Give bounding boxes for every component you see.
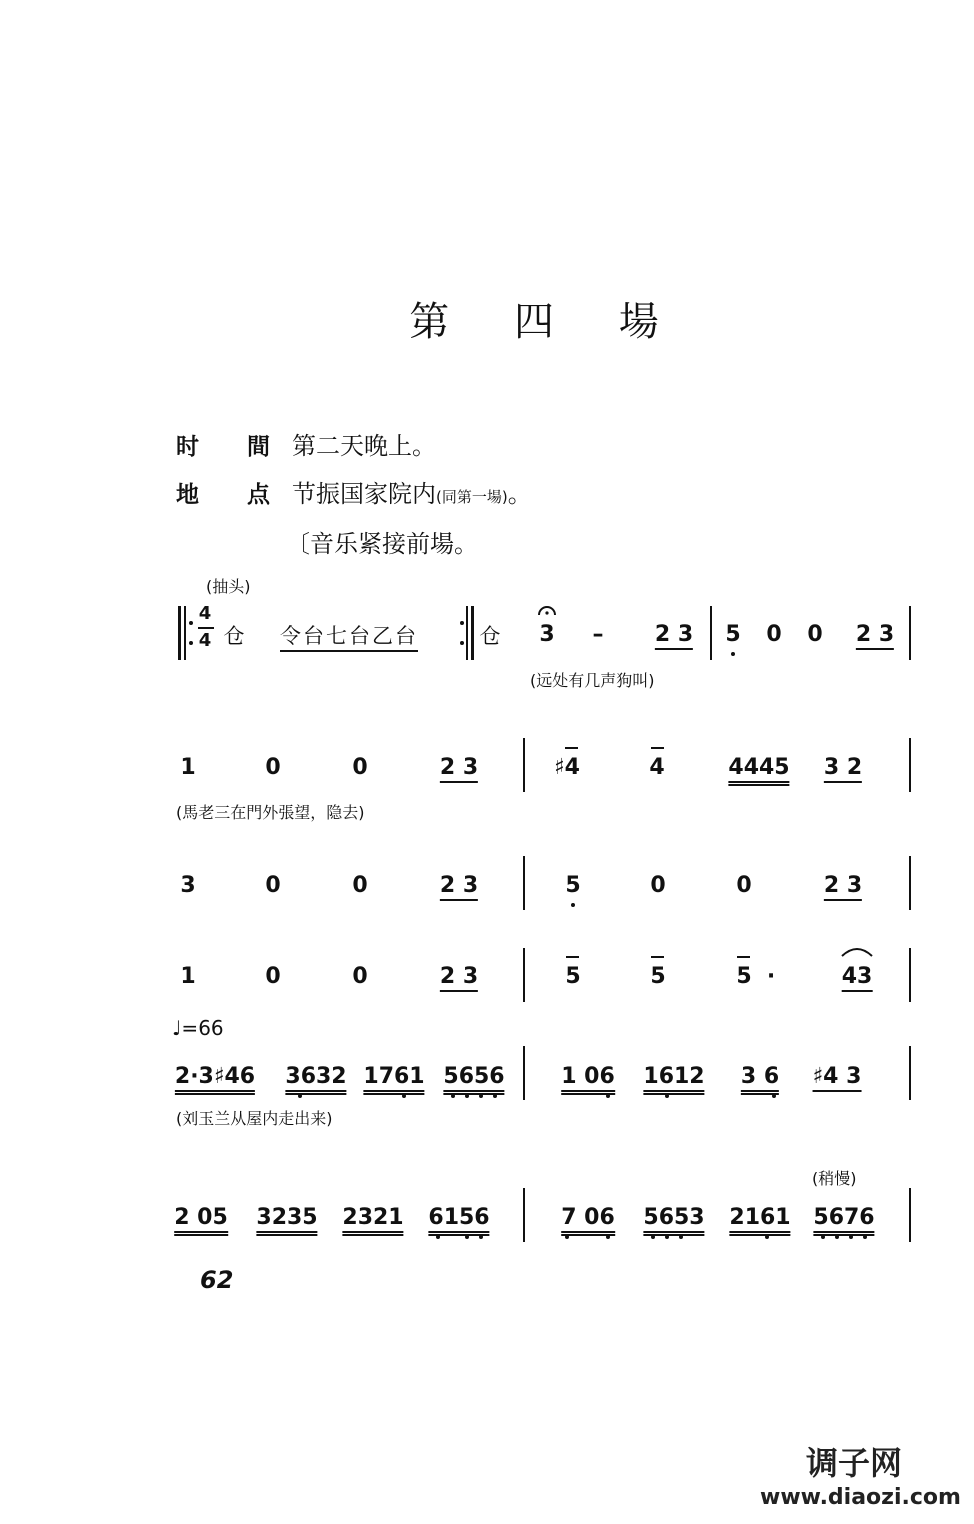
note: 5 xyxy=(650,964,666,989)
note-group: 2161 xyxy=(729,1205,790,1236)
gong-pattern: 令台七台乙台 xyxy=(280,620,418,652)
tenuto-line xyxy=(737,956,750,958)
note-group: 3 2 xyxy=(824,755,862,783)
note: 0 xyxy=(265,755,281,780)
low-octave-dot xyxy=(606,1235,610,1239)
gong-cang-2: 仓 xyxy=(479,624,501,648)
note-group: 2 3 xyxy=(440,964,478,992)
repeat-bar-thin xyxy=(466,606,468,660)
time-sig-top: 4 xyxy=(198,603,212,624)
low-octave-dot xyxy=(606,1094,610,1098)
time-sig-bottom: 4 xyxy=(198,630,212,651)
low-octave-dot xyxy=(479,1235,483,1239)
note-group: 2 3 xyxy=(440,873,478,901)
slur-icon xyxy=(840,944,874,958)
low-octave-dot xyxy=(665,1094,669,1098)
note-group: 1761 xyxy=(363,1064,424,1095)
low-octave-dot xyxy=(465,1235,469,1239)
note: 0 xyxy=(265,964,281,989)
tempo-mark: ♩=66 xyxy=(172,1016,224,1040)
low-octave-dot xyxy=(765,1235,769,1239)
note-group: 43 xyxy=(842,964,873,992)
watermark-logo: 调子网 xyxy=(806,1444,903,1482)
place-text: 节振国家院内 xyxy=(292,480,436,508)
time-label: 时 間 xyxy=(176,434,291,460)
note: 4 xyxy=(649,755,665,780)
dash: – xyxy=(592,622,604,647)
note-group: 1 06 xyxy=(561,1064,615,1095)
time-sig-line xyxy=(198,627,214,629)
note: 1 xyxy=(180,755,196,780)
note: 5 xyxy=(565,873,581,898)
low-octave-dot xyxy=(821,1235,825,1239)
barline xyxy=(523,738,525,792)
stage-note: (馬老三在門外張望，隐去) xyxy=(176,803,365,822)
repeat-dot xyxy=(460,621,464,625)
repeat-bar-thick xyxy=(178,606,181,660)
note-group: 2 3 xyxy=(655,622,693,650)
note: 5 xyxy=(565,964,581,989)
tempo-note: (稍慢) xyxy=(812,1169,857,1188)
repeat-dot xyxy=(189,641,193,645)
tenuto-line xyxy=(566,956,579,958)
note: 3 xyxy=(539,622,555,647)
note-group: 2321 xyxy=(342,1205,403,1236)
note-group: 5676 xyxy=(813,1205,874,1236)
note-group: 2·3♯46 xyxy=(175,1064,255,1095)
fermata-icon xyxy=(537,603,557,617)
dot-note: · xyxy=(766,964,776,989)
gong-cang: 仓 xyxy=(223,624,245,648)
time-text: 第二天晚上。 xyxy=(292,432,436,460)
note-group: 5656 xyxy=(443,1064,504,1095)
low-octave-dot xyxy=(679,1235,683,1239)
low-octave-dot xyxy=(835,1235,839,1239)
page-number: 62 xyxy=(200,1266,234,1294)
note-group: ♯4 3 xyxy=(813,1064,862,1092)
barline xyxy=(523,856,525,910)
watermark-url: www.diaozi.com xyxy=(760,1485,961,1510)
repeat-bar-thin xyxy=(184,606,186,660)
note-group: 2 3 xyxy=(856,622,894,650)
intro-label: (抽头) xyxy=(206,577,251,596)
low-octave-dot xyxy=(772,1094,776,1098)
place-end: 。 xyxy=(507,480,532,508)
repeat-dot xyxy=(189,621,193,625)
low-octave-dot xyxy=(493,1094,497,1098)
tenuto-line xyxy=(651,956,664,958)
note-group: 4445 xyxy=(728,755,789,786)
barline xyxy=(909,948,911,1002)
low-octave-dot xyxy=(731,652,735,656)
barline xyxy=(909,1046,911,1100)
note: 0 xyxy=(650,873,666,898)
repeat-dot xyxy=(460,641,464,645)
low-octave-dot xyxy=(849,1235,853,1239)
note-group: 6156 xyxy=(428,1205,489,1236)
tenuto-line xyxy=(565,747,578,749)
note: 0 xyxy=(352,873,368,898)
note: 0 xyxy=(265,873,281,898)
note: ♯4 xyxy=(554,755,580,780)
barline xyxy=(523,1046,525,1100)
note: 3 xyxy=(180,873,196,898)
stage-note: (刘玉兰从屋内走出来) xyxy=(176,1109,333,1128)
note: 0 xyxy=(766,622,782,647)
low-octave-dot xyxy=(451,1094,455,1098)
barline xyxy=(909,856,911,910)
barline xyxy=(909,1188,911,1242)
place-label: 地 点 xyxy=(176,482,291,508)
barline xyxy=(909,738,911,792)
low-octave-dot xyxy=(565,1235,569,1239)
note: 5 xyxy=(725,622,741,647)
note-group: 2 05 xyxy=(174,1205,228,1236)
place-note: (同第一場) xyxy=(436,488,508,506)
note-group: 3632 xyxy=(285,1064,346,1095)
note-group: 3 6 xyxy=(741,1064,779,1095)
scene-title: 第 四 場 xyxy=(409,299,685,345)
barline xyxy=(523,948,525,1002)
low-octave-dot xyxy=(651,1235,655,1239)
note: 5 xyxy=(736,964,752,989)
low-octave-dot xyxy=(863,1235,867,1239)
note-group: 3235 xyxy=(256,1205,317,1236)
low-octave-dot xyxy=(479,1094,483,1098)
note: 0 xyxy=(352,964,368,989)
low-octave-dot xyxy=(571,903,575,907)
note-group: 1612 xyxy=(643,1064,704,1095)
place-line xyxy=(292,474,532,509)
note-group: 7 06 xyxy=(561,1205,615,1236)
music-note: 〔音乐紧接前場。 xyxy=(286,530,478,558)
note-group: 5653 xyxy=(643,1205,704,1236)
note-group: 2 3 xyxy=(440,755,478,783)
note: 0 xyxy=(807,622,823,647)
note: 0 xyxy=(352,755,368,780)
low-octave-dot xyxy=(436,1235,440,1239)
barline xyxy=(710,606,712,660)
note: 1 xyxy=(180,964,196,989)
barline xyxy=(909,606,911,660)
stage-note: (远处有几声狗叫) xyxy=(530,671,655,690)
barline xyxy=(523,1188,525,1242)
low-octave-dot xyxy=(665,1235,669,1239)
low-octave-dot xyxy=(298,1094,302,1098)
note: 0 xyxy=(736,873,752,898)
low-octave-dot xyxy=(465,1094,469,1098)
low-octave-dot xyxy=(402,1094,406,1098)
note-group: 2 3 xyxy=(824,873,862,901)
tenuto-line xyxy=(651,747,664,749)
repeat-bar-thick xyxy=(471,606,474,660)
